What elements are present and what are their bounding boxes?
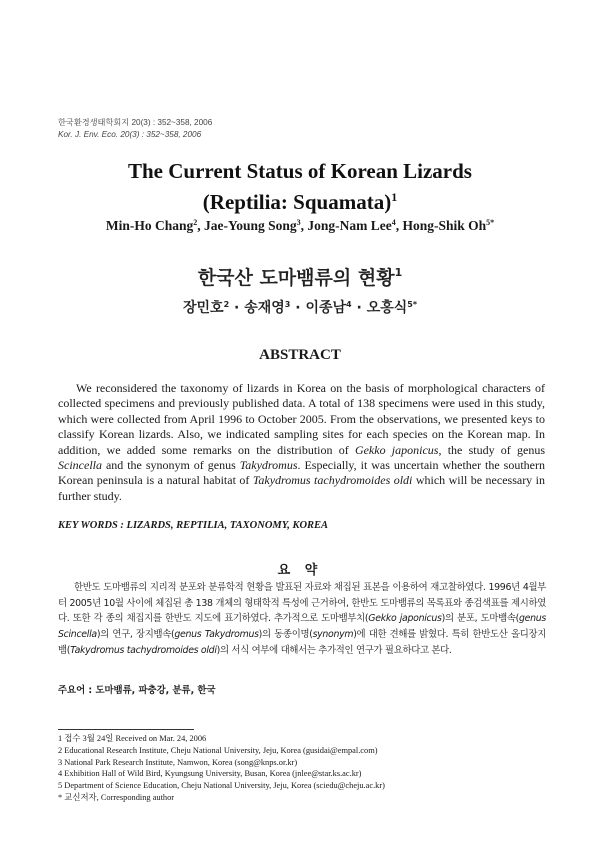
abstract-text: . Especially, it was uncertain whether the southern Korean peninsula is a natural habitat of (58, 458, 545, 488)
author (204, 218, 307, 233)
abstract-text: which will be necessary in further study. (58, 473, 545, 503)
species-name: genus Takydromus (174, 629, 259, 641)
author-separator: , (395, 218, 403, 233)
korean-author-separator: · (351, 300, 367, 316)
journal-citation-english: Kor. J. Env. Eco. 20(3) : 352~358, 2006 (58, 130, 202, 139)
footnote: 2 Educational Research Institute, Cheju National University, Jeju, Korea (gusidai@empal.com) (58, 745, 378, 755)
korean-author-mark: 4 (346, 300, 352, 309)
species-name: Scincella (58, 458, 102, 473)
author-list (0, 218, 600, 234)
author-affiliation-mark: 5* (486, 218, 495, 227)
korean-abstract-text: )의 분포, 도마뱀속( (441, 613, 519, 625)
author (307, 218, 402, 233)
author-separator: , (197, 218, 204, 233)
species-name: genus Scincella (58, 613, 546, 641)
korean-abstract-paragraph (58, 580, 546, 659)
author (403, 218, 495, 233)
species-name: Gekko japonicus (354, 442, 439, 457)
abstract-heading: ABSTRACT (259, 347, 341, 363)
footnote-divider (58, 729, 194, 730)
korean-author-name: 송재영 (244, 300, 285, 316)
footnote: 5 Department of Science Education, Cheju National University, Jeju, Korea (sciedu@cheju.ac.kr) (58, 781, 385, 791)
korean-author (183, 300, 244, 316)
author-affiliation-mark: 4 (391, 218, 396, 227)
footnote: 3 National Park Research Institute, Namwon, Korea (song@knps.or.kr) (58, 757, 298, 767)
korean-abstract-text: )에 대한 견해를 밝혔다. 특히 한반도산 올디장지뱀( (58, 629, 546, 656)
korean-author (305, 300, 366, 316)
footnote: 4 Exhibition Hall of Wild Bird, Kyungsung University, Busan, Korea (jnlee@star.ks.ac.kr) (58, 769, 362, 779)
footnote: * 교신저자, Corresponding author (58, 792, 175, 802)
author-name: Jae-Young Song (203, 218, 297, 233)
abstract-paragraph (58, 381, 545, 504)
korean-abstract-text: 한반도 도마뱀류의 지리적 분포와 분류학적 현황을 발표된 자료와 채집된 표본을 이용하여 재고찰하였다. 1996년 4월부터 2005년 10월 사이에 체집된 총 138 개체의 형태학적 특성에 근거하여, 한반도 도마뱀류의 목록표와 종검색표를 제시하였다. 또한 각 종의 채집지를 한반도 지도에 표기하였다. 추가적으로 도마뱀부치( (58, 582, 546, 625)
korean-author-mark: 2 (223, 300, 230, 309)
korean-author (244, 300, 305, 316)
author-name: Hong-Shik Oh (402, 218, 487, 233)
korean-abstract-text: )의 연구, 장지뱀속( (96, 629, 175, 641)
footnote: 1 접수 3월 24일 Received on Mar. 24, 2006 (58, 734, 207, 743)
abstract-text: and the synonym of genus (101, 458, 240, 473)
author-name: Jong-Nam Lee (307, 218, 392, 233)
title-footnote-mark: 1 (391, 190, 398, 204)
journal-citation-korean: 한국환경생태학회지 20(3) : 352~358, 2006 (58, 118, 213, 127)
author-affiliation-mark: 3 (296, 218, 301, 227)
author-affiliation-mark: 2 (193, 218, 198, 227)
paper-title-line2-text: (Reptilia: Squamata) (202, 190, 392, 214)
author (106, 218, 204, 233)
footnote-list (58, 733, 548, 804)
abstract-text: , the study of genus (438, 442, 546, 457)
species-name: Takydromus tachydromoides oldi (252, 473, 413, 488)
korean-author-separator: · (290, 300, 306, 316)
korean-abstract-text: )의 서식 여부에 대해서는 추가적인 연구가 필요하다고 본다. (216, 644, 452, 656)
author-separator: , (300, 218, 308, 233)
korean-author-mark: 3 (284, 300, 291, 309)
journal-citation (58, 117, 212, 141)
korean-title-text: 한국산 도마뱀류의 현황 (197, 267, 395, 289)
korean-key-words: 주요어 : 도마뱀류, 파충강, 분류, 한국 (58, 685, 216, 696)
key-words: KEY WORDS : LIZARDS, REPTILIA, TAXONOMY, KOREA (58, 520, 329, 531)
species-name: Takydromus (239, 458, 298, 473)
korean-abstract-heading: 요 약 (277, 563, 323, 578)
korean-abstract-text: )의 동종이명( (258, 629, 313, 641)
korean-title-footnote-mark: 1 (394, 266, 403, 279)
korean-author-separator: · (229, 300, 245, 316)
species-name: synonym (312, 629, 354, 641)
author-name: Min-Ho Chang (105, 218, 194, 233)
paper-title-line2 (0, 184, 600, 215)
korean-author (367, 300, 417, 316)
species-name: Takydromus tachydromoides oldi (70, 644, 217, 656)
korean-author-name: 이종남 (305, 300, 347, 316)
korean-title (0, 263, 600, 290)
paper-title-line1: The Current Status of Korean Lizards (128, 159, 472, 183)
korean-author-name: 오홍식 (366, 300, 408, 316)
korean-author-list (0, 297, 600, 317)
korean-author-mark: 5* (407, 300, 418, 309)
abstract-text: We reconsidered the taxonomy of lizards in Korea on the basis of morphological characters of collected specimens and previously published data. A total of 138 specimens were used in this study, which were collected from April 1996 to October 2005. From the observations, we presented keys to classify Korean lizards. Also, we indicated sampling sites for each species on the Korean map. In addition, we added some remarks on the distribution of (58, 381, 545, 457)
korean-author-name: 장민호 (182, 300, 224, 316)
species-name: Gekko japonicus (368, 613, 442, 625)
